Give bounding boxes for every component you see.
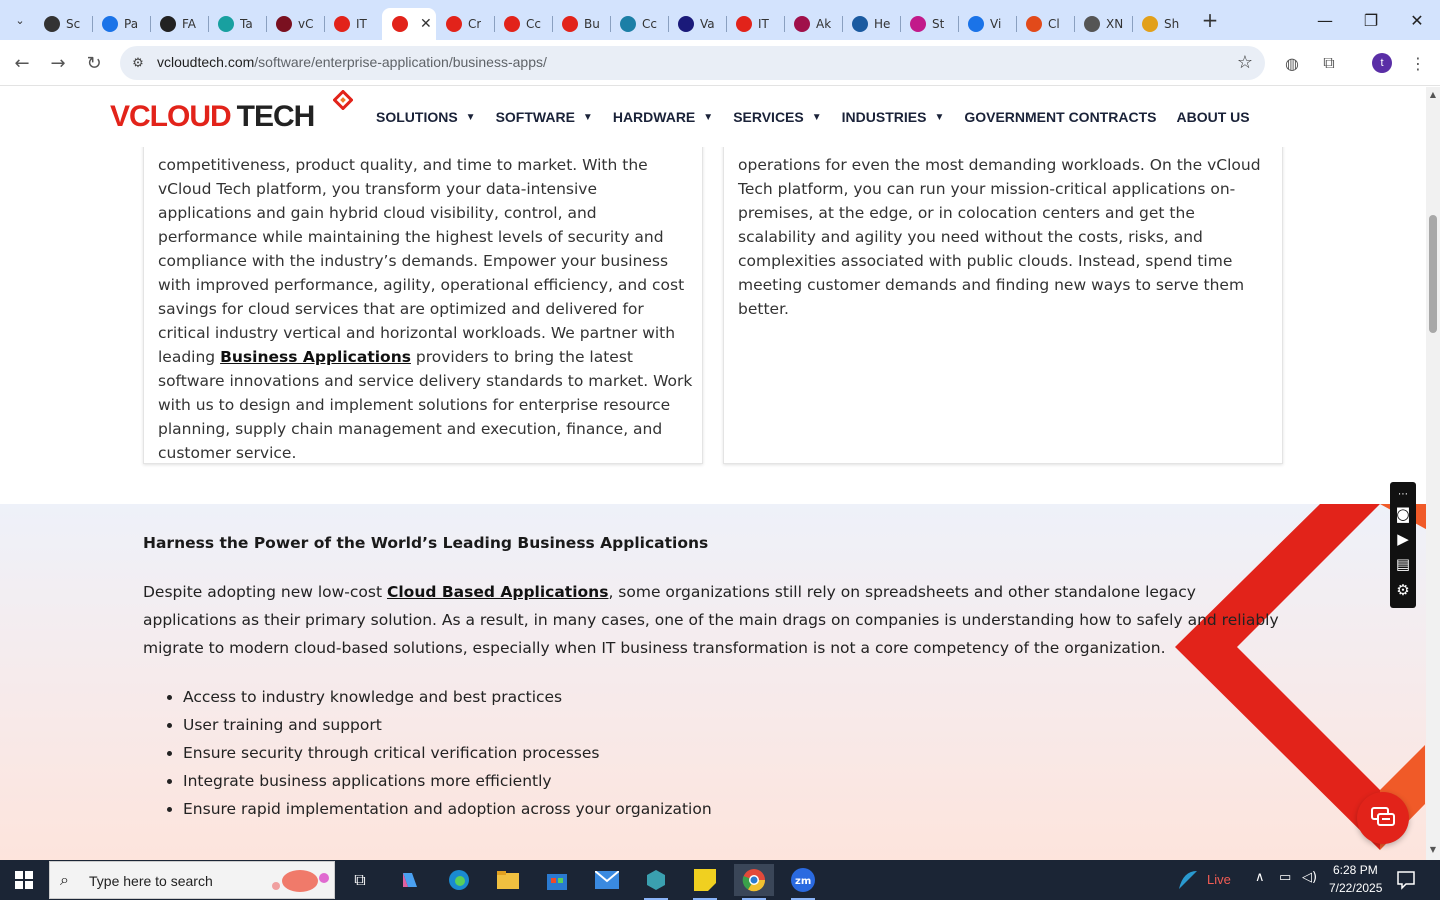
mail-app[interactable] xyxy=(587,864,627,896)
zoom-icon xyxy=(790,867,816,893)
store-icon xyxy=(546,869,568,891)
windows-logo-icon xyxy=(15,871,33,889)
browser-tab[interactable] xyxy=(150,8,208,40)
tab-title: Ak xyxy=(816,17,832,31)
network-icon[interactable]: ▭ xyxy=(1279,870,1292,885)
file-explorer-app[interactable] xyxy=(488,864,528,896)
tab-favicon-icon xyxy=(620,16,636,32)
tab-title: Cc xyxy=(526,17,541,31)
search-icon: ⌕ xyxy=(60,870,69,889)
tab-favicon-icon xyxy=(1084,16,1100,32)
tab-title: FA xyxy=(182,17,197,31)
tab-title: XN xyxy=(1106,17,1124,31)
task-view-button[interactable] xyxy=(340,864,380,896)
forward-button[interactable] xyxy=(44,49,72,77)
site-info-icon[interactable]: ⚙ xyxy=(132,55,144,71)
show-hidden-icons[interactable]: ∧ xyxy=(1255,870,1265,885)
tab-favicon-icon xyxy=(446,16,462,32)
store-app[interactable] xyxy=(537,864,577,896)
list-item: • Integrate business applications more efficiently xyxy=(183,767,712,795)
tab-search-button[interactable] xyxy=(6,6,34,34)
nav-item-label: GOVERNMENT CONTRACTS xyxy=(964,109,1157,125)
caret-down-icon: ▼ xyxy=(934,111,945,123)
search-highlight-icon xyxy=(268,866,332,896)
nav-item-solutions[interactable] xyxy=(376,109,476,125)
capture-tool-palette xyxy=(1390,482,1416,608)
nav-item-services[interactable] xyxy=(733,109,821,125)
list-item: • User training and support xyxy=(183,711,712,739)
browser-tab[interactable] xyxy=(552,8,610,40)
chevron-down-icon: ⌄ xyxy=(15,13,25,27)
scroll-up-icon[interactable]: ▲ xyxy=(1429,90,1437,99)
copilot-app[interactable] xyxy=(390,864,430,896)
cloud-based-applications-link[interactable]: Cloud Based Applications xyxy=(386,583,609,601)
tab-title: Cl xyxy=(1048,17,1060,31)
tab-title: IT xyxy=(758,17,769,31)
harness-section xyxy=(0,504,1426,860)
restore-icon: ❐ xyxy=(1363,10,1379,30)
extensions-icon[interactable]: ⧉ xyxy=(1323,53,1335,72)
browser-tab[interactable] xyxy=(208,8,266,40)
tab-title: St xyxy=(932,17,945,31)
tab-favicon-icon xyxy=(852,16,868,32)
menu-kebab-icon[interactable]: ⋮ xyxy=(1410,53,1426,73)
edge-icon xyxy=(448,869,470,891)
hexagon-icon xyxy=(645,869,667,891)
list-item: • Access to industry knowledge and best practices xyxy=(183,683,712,711)
tab-favicon-icon xyxy=(736,16,752,32)
page-scrollbar[interactable] xyxy=(1426,87,1440,860)
tab-title: IT xyxy=(356,17,367,31)
caret-down-icon: ▼ xyxy=(465,111,476,123)
tab-favicon-icon xyxy=(392,16,408,32)
tab-favicon-icon xyxy=(334,16,350,32)
section-body-1: Despite adopting new low-cost xyxy=(143,583,387,601)
sticky-note-icon xyxy=(694,869,716,891)
nav-item-label: INDUSTRIES xyxy=(841,109,927,125)
bookmark-star-icon[interactable]: ☆ xyxy=(1236,52,1253,73)
tab-title: Vi xyxy=(990,17,1002,31)
task-view-icon: ⧉ xyxy=(354,870,366,889)
content-card-left xyxy=(143,127,703,464)
tab-title: Cc xyxy=(642,17,657,31)
list-item: • Ensure rapid implementation and adoption across your organization xyxy=(183,795,712,823)
clock-time[interactable]: 6:28 PM xyxy=(1333,863,1378,877)
nav-item-label: ABOUT US xyxy=(1176,109,1250,125)
taskbar-search-placeholder: Type here to search xyxy=(89,873,213,889)
browser-tab[interactable] xyxy=(266,8,324,40)
browser-tab[interactable] xyxy=(34,8,92,40)
tab-list xyxy=(34,0,1190,40)
clock-date[interactable]: 7/22/2025 xyxy=(1329,881,1383,895)
close-window-button[interactable] xyxy=(1394,0,1440,40)
tab-favicon-icon xyxy=(910,16,926,32)
scroll-down-icon[interactable]: ▼ xyxy=(1429,845,1437,854)
caret-down-icon: ▼ xyxy=(703,111,714,123)
logo-v: V xyxy=(110,100,130,133)
tab-favicon-icon xyxy=(1142,16,1158,32)
nav-item-label: SOLUTIONS xyxy=(376,109,458,125)
browser-tab[interactable] xyxy=(900,8,958,40)
tab-favicon-icon xyxy=(968,16,984,32)
nav-item-hardware[interactable] xyxy=(613,109,713,125)
tab-favicon-icon xyxy=(102,16,118,32)
scroll-thumb[interactable] xyxy=(1429,215,1437,333)
edge-app[interactable] xyxy=(439,864,479,896)
notification-icon[interactable] xyxy=(1396,870,1416,890)
taskbar-search-box[interactable] xyxy=(49,861,335,899)
new-tab-button[interactable] xyxy=(1196,6,1224,34)
close-icon: ✕ xyxy=(1410,10,1424,30)
nav-item-label: SERVICES xyxy=(733,109,804,125)
logo-diamond-icon xyxy=(333,90,353,110)
url-domain: vcloudtech.com xyxy=(157,54,255,70)
url-path: /software/enterprise-application/business-apps/ xyxy=(254,54,547,70)
nav-item-government-contracts[interactable] xyxy=(964,109,1156,125)
profile-avatar[interactable]: t xyxy=(1372,53,1392,73)
browser-tab[interactable] xyxy=(1074,8,1132,40)
zoom-app[interactable] xyxy=(783,864,823,896)
site-header xyxy=(0,87,1426,147)
nav-item-about-us[interactable] xyxy=(1176,109,1249,125)
minimize-button[interactable] xyxy=(1302,0,1348,40)
browser-tab[interactable] xyxy=(610,8,668,40)
browser-tab[interactable] xyxy=(1132,8,1190,40)
tab-title: vC xyxy=(298,17,314,31)
browser-tab[interactable] xyxy=(494,8,552,40)
card-left-text xyxy=(158,153,693,464)
start-button[interactable] xyxy=(0,860,48,900)
arrow-right-icon: → xyxy=(50,52,66,74)
reload-button[interactable] xyxy=(80,49,108,77)
browser-tab[interactable] xyxy=(324,8,382,40)
chat-icon xyxy=(1370,806,1396,830)
tab-title: Ta xyxy=(240,17,253,31)
browser-tab[interactable] xyxy=(436,8,494,40)
card-left-text-2: providers to bring the latest software innovations and service delivery standards to market. Work with us to design and implement solutions for enterprise resource planning, supply chain management and execution, finance, and customer service. xyxy=(158,348,693,462)
caret-down-icon: ▼ xyxy=(582,111,593,123)
restore-button[interactable] xyxy=(1348,0,1394,40)
business-applications-link[interactable]: Business Applications xyxy=(220,348,411,366)
svg-text:zm: zm xyxy=(795,876,812,887)
caret-down-icon: ▼ xyxy=(811,111,822,123)
nav-item-industries[interactable] xyxy=(842,109,945,125)
plus-icon: + xyxy=(1201,8,1219,32)
windows-taskbar xyxy=(0,860,1440,900)
tab-favicon-icon xyxy=(504,16,520,32)
weather-live-label[interactable]: Live xyxy=(1207,872,1231,887)
vcloud-tech-logo[interactable] xyxy=(110,99,314,135)
back-button[interactable] xyxy=(8,49,36,77)
url-text[interactable] xyxy=(157,54,547,70)
tab-favicon-icon xyxy=(218,16,234,32)
nav-item-software[interactable] xyxy=(496,109,593,125)
section-body xyxy=(143,578,1283,662)
reload-icon: ↻ xyxy=(86,52,102,74)
list-item: • Ensure security through critical verification processes xyxy=(183,739,712,767)
browser-tab-active[interactable] xyxy=(382,8,436,40)
main-navigation xyxy=(376,109,1270,125)
video-camera-icon[interactable]: ▶ xyxy=(1397,530,1409,548)
tab-title: He xyxy=(874,17,891,31)
browser-toolbar xyxy=(0,40,1440,86)
mail-icon xyxy=(595,871,619,889)
tab-title: Cr xyxy=(468,17,482,31)
browser-tab[interactable] xyxy=(1016,8,1074,40)
arrow-left-icon: ← xyxy=(14,52,30,74)
card-right-text: operations for even the most demanding workloads. On the vCloud Tech platform, you can run your mission-critical applications on-premises, at the edge, or in colocation centers and get the scalability and agility you need without the costs, risks, and complexities associated with public clouds. Instead, spend time meeting customer demands and finding new ways to serve them better. xyxy=(738,156,1261,318)
camera-icon[interactable]: ◙ xyxy=(1395,505,1411,523)
vpn-app[interactable] xyxy=(636,864,676,896)
logo-cloud: CLOUD xyxy=(129,100,231,133)
logo-tech: TECH xyxy=(236,100,315,133)
tab-favicon-icon xyxy=(276,16,292,32)
nav-item-label: SOFTWARE xyxy=(495,109,575,125)
tab-favicon-icon xyxy=(160,16,176,32)
browser-tab[interactable] xyxy=(784,8,842,40)
tab-favicon-icon xyxy=(678,16,694,32)
tab-favicon-icon xyxy=(562,16,578,32)
browser-tab[interactable] xyxy=(842,8,900,40)
chrome-app[interactable] xyxy=(734,864,774,896)
address-bar[interactable] xyxy=(120,46,1265,80)
weather-icon[interactable] xyxy=(1177,869,1199,891)
copilot-icon xyxy=(399,869,421,891)
nav-item-label: HARDWARE xyxy=(612,109,696,125)
minimize-icon: — xyxy=(1317,10,1333,30)
section-body-2: , some organizations still rely on spreadsheets and other standalone legacy applications as their primary solution. As a result, in many cases, one of the main drags on companies is understanding how to safely and reliably migrate to modern cloud-based solutions, especially when IT business transformation is not a core competency of the organization. xyxy=(143,583,1279,657)
card-left-text-1: competitiveness, product quality, and time to market. With the vCloud Tech platform, you transform your data-intensive applications and gain hybrid cloud visibility, control, and performance while maintaining the highest levels of security and compliance with the industry’s demands. Empower your business with improved performance, agility, operational efficiency, and cost savings for cloud services that are optimized and delivered for critical industry vertical and horizontal workloads. We partner with leading xyxy=(158,156,685,366)
folder-icon xyxy=(497,871,519,889)
browser-tab-strip xyxy=(0,0,1440,40)
content-card-right xyxy=(723,127,1283,464)
browser-tab[interactable] xyxy=(668,8,726,40)
tab-title: Bu xyxy=(584,17,600,31)
volume-icon[interactable]: ◁) xyxy=(1302,870,1318,885)
tab-favicon-icon xyxy=(44,16,60,32)
tab-close-icon[interactable]: ✕ xyxy=(420,16,432,32)
tab-favicon-icon xyxy=(1026,16,1042,32)
browser-tab[interactable] xyxy=(958,8,1016,40)
benefits-list xyxy=(183,683,712,823)
sticky-notes-app[interactable] xyxy=(685,864,725,896)
tab-title: Sh xyxy=(1164,17,1180,31)
tab-title: Sc xyxy=(66,17,81,31)
translate-icon[interactable]: ◍ xyxy=(1285,53,1299,73)
browser-tab[interactable] xyxy=(726,8,784,40)
section-title: Harness the Power of the World’s Leading Business Applications xyxy=(143,534,709,552)
chrome-icon xyxy=(742,868,766,892)
window-capture-icon[interactable]: ▤ xyxy=(1395,555,1411,573)
palette-more-icon[interactable]: ⋯ xyxy=(1398,488,1408,500)
tab-title: Va xyxy=(700,17,715,31)
page-viewport xyxy=(0,87,1440,860)
gear-icon[interactable]: ⚙ xyxy=(1396,581,1410,599)
chat-button[interactable] xyxy=(1357,792,1409,844)
browser-tab[interactable] xyxy=(92,8,150,40)
tab-favicon-icon xyxy=(794,16,810,32)
tab-title: Pa xyxy=(124,17,139,31)
